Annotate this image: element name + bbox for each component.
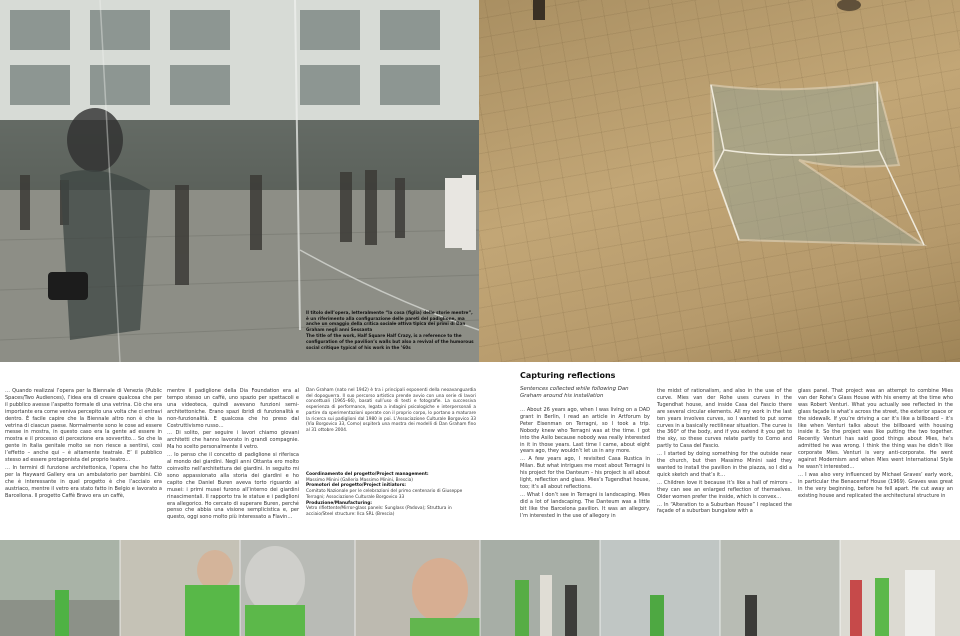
paragraph: … In “Alteration to a Suburban House” I replaced the façade of a suburban bungalow with a <box>657 501 792 515</box>
photo-strip <box>0 540 960 636</box>
paragraph: … About 26 years ago, when I was living on a DAD grant in Berlin, I read an article in Artforum by Peter Eisenman on Terragni, so I took a trip. Nobody knew who Terragni was at the time. I got into the Asilo because nobody was really interested in it in those years. Last time I came, about eight years ago, they wouldn’t let us in any more. <box>520 407 650 455</box>
article-text <box>0 362 960 540</box>
caption-english: The title of the work, Half Square Half Crazy, is a reference to the configuration of the pavilion’s walls but also a revival of the humorous social critique typical of his work in the ’60s <box>306 333 474 350</box>
column-italian-1 <box>5 388 162 501</box>
paragraph: glass panel. That project was an attempt to combine Mies van der Rohe’s Glass House with his enemy at the time who was Robert Venturi. What you actually see reflected in the glass façade is what’s across the street, the exterior space or the sidewalk. If you’re driving a car it’s like a billboard – it’s like when Venturi talks about the billboard with housing inside it. So the project was like putting the two together. Recently Venturi has said good things about Mies, he’s admitted he was wrong. I think the thing was he didn’t like corporate Mies. Venturi is very anti-corporate. He went against Modernism and when Mies went International Style he wasn’t interested… <box>798 388 953 470</box>
bio-text: Dan Graham (nato nel 1942) è tra i principali esponenti della neoavanguardia del dopoguerra. Il suo percorso artistico prende avvio con una serie di lavori concettuali (1965–66), basati sull’uso di testi e fotografie. La successiva esperienza di performance, legata a indagini psicologiche e interpersonali a partire da sperimentazioni operate con il proprio corpo, lo portano a maturare la ricerca sui padiglioni dal 1980 in poi. L’Associazione Culturale Borgovico 33 (Via Borgovico 33, Como) ospiterà una mostra dei modelli di Dan Graham fino al 31 ottobre 2004. <box>306 388 476 433</box>
credit-label: Produzione/Manufacturing: <box>306 500 372 506</box>
paragraph: … Di solito, per seguire i lavori chiamo giovani architetti che hanno lavorato in grandi compagnie. Ma ho scelto personalmente il vetro. <box>167 430 299 451</box>
pavilion-reflection-illustration <box>0 0 479 362</box>
paragraph: … A few years ago, I revisited Casa Rustica in Milan. But what intrigues me most about Terragni is his project for the Danteum – his project is all about light, reflection and glass. Mies’s Tugendhat house, too; it’s all about reflections. <box>520 456 650 490</box>
column-english-3 <box>798 388 953 501</box>
paragraph: … What I don’t see in Terragni is landscaping. Mies did a lot of landscaping. The Danteum was a little bit like the Barcelona pavilion. It was an allegory. I’m interested in the use of allegory in <box>520 491 650 519</box>
caption-italian: Il titolo dell’opera, letteralmente “la cosa (figlia) delle storie mentre”, è un riferimento alla configurazione delle pareti del padiglione, ma anche un omaggio della critica sociale attiva tipica dei primi di Dan Graham negli anni Sessanta <box>306 310 473 332</box>
credit-value: Vetro riflettente/Mirror-glass panels: Sunglass (Padova); Struttura in acciaio/Steel structure: Ilca SRL (Brescia) <box>306 506 452 517</box>
credit-label: Coordinamento del progetto/Project management: <box>306 472 429 477</box>
photo-caption <box>306 310 474 351</box>
paragraph: … In termini di funzione architettonica, l’opera che ho fatto per la Hayward Gallery era un ambulatorio per bambini. Ciò che è interessante in quel progetto è che l’acciaio era austriaco, mentre il vetro era stato fatto in Belgio e lavorato a Barcellona. Il progetto Caffè Bravo era un caffè, <box>5 464 162 499</box>
credit-value: Massimo Minini (Galleria Massimo Minini, Brescia) <box>306 477 413 483</box>
pavilion-aerial-illustration <box>479 0 960 362</box>
artist-bio <box>306 388 476 435</box>
paragraph: … Io penso che il concetto di padiglione si riferisca al mondo dei giardini. Negli anni Ottanta ero molto coinvolto nell’architettura dei giardini. In seguito mi sono appassionato alla storia dei giardini e ho capito che Daniel Buren aveva torto riguardo ai musei: i primi musei furono all’interno dei giardini rinascimentali. Il rapporto tra le statue e i padiglioni era allegorico. Ho cercato di superare Buren, perché penso che abbia una visione semplicistica e, per questo, oggi sono molto più interessato a Flavin… <box>167 452 299 521</box>
project-credits <box>306 472 476 518</box>
article-heading: Capturing reflections <box>520 371 616 380</box>
credit-label: Promotori del progetto/Project initiators: <box>306 483 407 489</box>
paragraph: … I started by doing something for the outside near the church, but then Massimo Minini said they wanted to install the pavilion in the piazza, so I did a quick sketch and that’s it… <box>657 451 792 478</box>
paragraph: mentre il padiglione della Dia Foundation era al tempo stesso un caffè, uno spazio per spettacoli e una videoteca, quindi avevano funzioni semi-architettoniche. Erano spazi ibridi di funzionalità e non-funzionalità. E qualcosa che ho preso dal Costruttivismo russo… <box>167 388 299 429</box>
paragraph: … Quando realizzai l’opera per la Biennale di Venezia (Public Spaces/Two Audiences), l’idea era di creare qualcosa che per il pubblico avesse l’aspetto formale di una vetrina. Ciò che era importante era come veniva percepito una volta che ci entravi dentro. È facile capire che la Biennale altro non è che la vetrina di ciascun paese. Normalmente sono le cose ad essere messe in mostra, in questo caso era la gente ad essere in mostra e il processo di percezione era sovvertito… So che la gente in Italia genitale molto se non riesce a sentirsi, così l’effetto – anche qui – è altamente teatrale. E’ il pubblico stesso ad essere protagonista del proprio teatro… <box>5 388 162 464</box>
credit-value: Comitato Nazionale per le celebrazioni del primo centenario di Giuseppe Terragni; Associazione Culturale Borgovico 33 <box>306 489 463 500</box>
visitors-photo-strip <box>0 540 960 636</box>
paragraph: … I was also very influenced by Michael Graves’ early work, in particular the Benacerraf House (1969). Graves was great in the very beginning, before he fell apart. He cut away an existing house and replicated the architectural structure in <box>798 471 953 499</box>
paragraph: the midst of rationalism, and also in the use of the curve. Mies van der Rohe uses curves in the Tugendhat house, and inside Casa del Fascio there are several circular elements. All my work in the last ten years involves curves, so I wanted to put some curves in a basically rectilinear situation. The curve is the 360° of the body, and if you extend it you get to the sky, so these curves relate partly to Como and partly to Casa del Fascio. <box>657 388 792 450</box>
piazza-aerial-photo <box>479 0 960 362</box>
column-english-1 <box>520 407 650 521</box>
article-subheading: Sentences collected while following Dan Graham around his installation <box>520 386 629 399</box>
column-english-2 <box>657 388 792 516</box>
column-italian-2 <box>167 388 299 522</box>
paragraph: … Children love it because it’s like a hall of mirrors – they can see an enlarged reflection of themselves. Older women prefer the inside, which is convex… <box>657 479 792 500</box>
pavilion-reflection-photo <box>0 0 479 362</box>
